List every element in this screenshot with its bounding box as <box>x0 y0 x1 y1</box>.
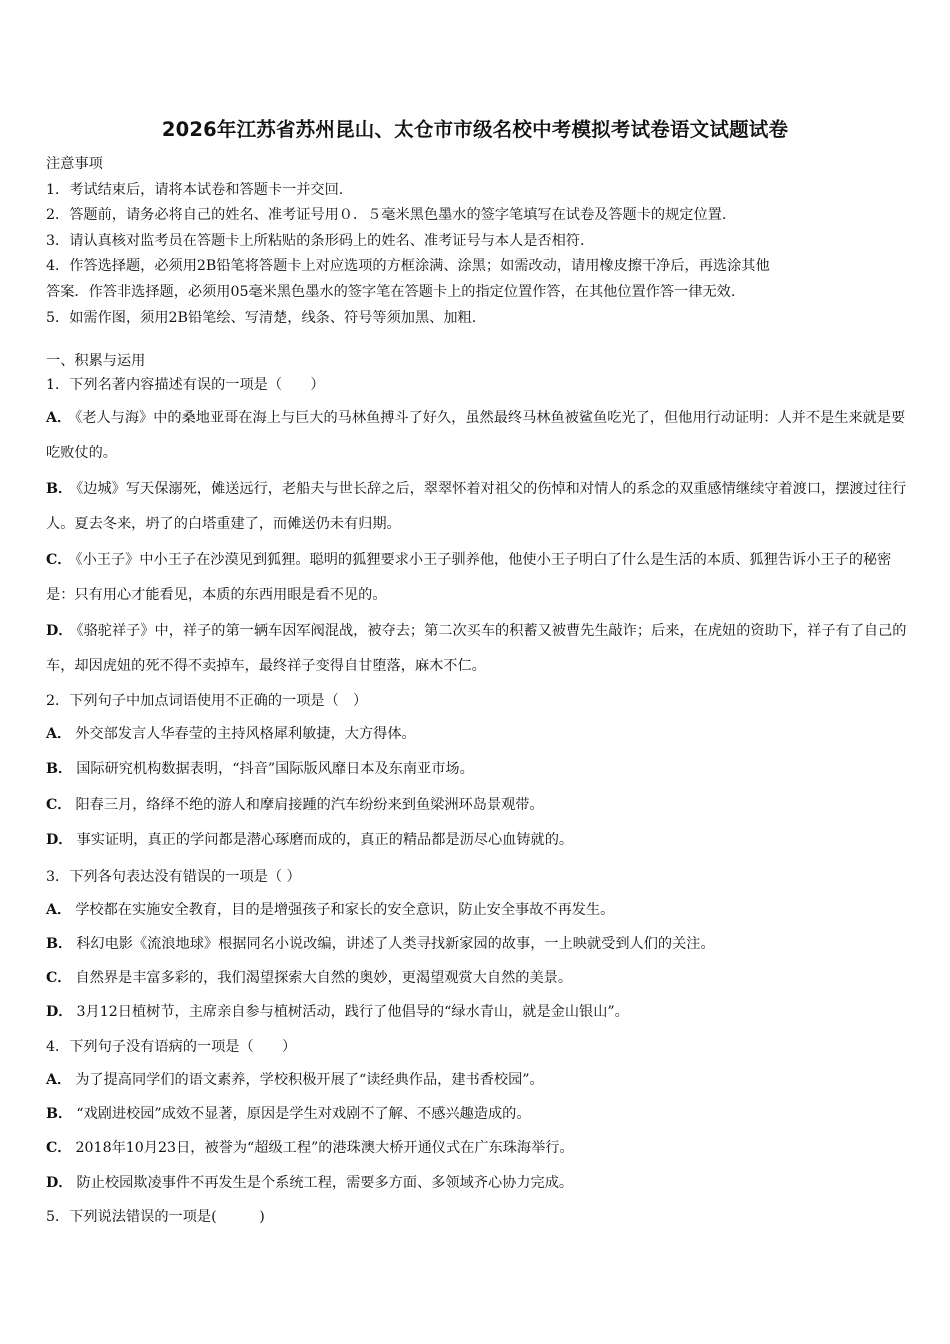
option <box>46 933 908 955</box>
option-label: B． <box>46 1106 73 1122</box>
option-label: A． <box>46 902 72 918</box>
option-text: 事实证明，真正的学问都是潜心琢磨而成的，真正的精品都是沥尽心血铸就的。 <box>76 832 574 848</box>
notice-item: 5．如需作图，须用2B铅笔绘、写清楚，线条、符号等须加黑、加粗. <box>46 309 477 326</box>
option <box>46 401 908 471</box>
option-text: 科幻电影《流浪地球》根据同名小说改编，讲述了人类寻找新家园的故事，一上映就受到人们的关注。 <box>76 936 715 952</box>
notice-item: 2．答题前，请务必将自己的姓名、准考证号用０．５毫米黑色墨水的签字笔填写在试卷及答题卡的规定位置. <box>46 207 727 224</box>
option-label: C． <box>46 797 72 813</box>
option-text: 学校都在实施安全教育，目的是增强孩子和家长的安全意识，防止安全事故不再发生。 <box>75 902 615 918</box>
option-text: 阳春三月，络绎不绝的游人和摩肩接踵的汽车纷纷来到鱼梁洲环岛景观带。 <box>75 797 544 813</box>
option-text: 国际研究机构数据表明，“抖音”国际版风靡日本及东南亚市场。 <box>76 761 474 777</box>
notice-block <box>46 152 916 331</box>
option-text: 《骆驼祥子》中，祥子的第一辆车因军阀混战，被夺去；第二次买车的积蓄又被曹先生敲诈；后来，在虎妞的资助下，祥子有了自己的车，却因虎妞的死不得不卖掉车，最终祥子变得自甘堕落，麻木不仁。 <box>46 623 907 674</box>
notice-item: 3．请认真核对监考员在答题卡上所粘贴的条形码上的姓名、准考证号与本人是否相符. <box>46 232 585 249</box>
option-label: D． <box>46 1175 73 1191</box>
option <box>46 899 908 921</box>
option <box>46 1069 908 1091</box>
question-stem: 2．下列句子中加点词语使用不正确的一项是（ ） <box>46 693 368 709</box>
option <box>46 758 908 780</box>
option <box>46 1103 908 1125</box>
option <box>46 1172 908 1194</box>
option-label: A． <box>46 726 72 742</box>
option-label: C． <box>46 970 72 986</box>
option-label: D． <box>46 623 73 639</box>
option <box>46 543 908 613</box>
option-label: D． <box>46 832 73 848</box>
option-label: B． <box>46 936 73 952</box>
option-text: 2018年10月23日，被誉为“超级工程”的港珠澳大桥开通仪式在广东珠海举行。 <box>75 1140 574 1156</box>
option <box>46 723 908 745</box>
option <box>46 794 908 816</box>
option-text: 3月12日植树节，主席亲自参与植树活动，践行了他倡导的“绿水青山，就是金山银山”。 <box>76 1004 629 1020</box>
option <box>46 472 908 542</box>
option-label: B． <box>46 761 73 777</box>
question-stem: 3．下列各句表达没有错误的一项是（ ） <box>46 869 301 885</box>
option-label: C． <box>46 552 72 568</box>
question-stem: 4．下列句子没有语病的一项是（ ） <box>46 1039 297 1055</box>
question-stem: 1．下列名著内容描述有误的一项是（ ） <box>46 377 325 393</box>
option <box>46 1137 908 1159</box>
option-text: 《小王子》中小王子在沙漠见到狐狸。聪明的狐狸要求小王子驯养他，他使小王子明白了什么是生活的本质、狐狸告诉小王子的秘密是：只有用心才能看见，本质的东西用眼是看不见的。 <box>46 552 892 603</box>
option <box>46 1001 908 1023</box>
option <box>46 614 908 684</box>
page-title: 2026年江苏省苏州昆山、太仓市市级名校中考模拟考试卷语文试题试卷 <box>161 118 789 141</box>
notice-item: 答案．作答非选择题，必须用05毫米黑色墨水的签字笔在答题卡上的指定位置作答，在其他位置作答一律无效. <box>46 283 736 300</box>
option-text: 外交部发言人华春莹的主持风格犀利敏捷，大方得体。 <box>75 726 416 742</box>
question-stem: 5．下列说法错误的一项是( ) <box>46 1209 265 1225</box>
option-label: B． <box>46 481 73 497</box>
option-text: 《老人与海》中的桑地亚哥在海上与巨大的马林鱼搏斗了好久，虽然最终马林鱼被鲨鱼吃光了，但他用行动证明：人并不是生来就是要吃败仗的。 <box>46 410 906 461</box>
option-label: A． <box>46 1072 72 1088</box>
notice-item: 4．作答选择题，必须用2B铅笔将答题卡上对应选项的方框涂满、涂黑；如需改动，请用橡皮擦干净后，再选涂其他 <box>46 258 770 275</box>
option-text: 《边城》写天保溺死，傩送远行，老船夫与世长辞之后，翠翠怀着对祖父的伤悼和对情人的系念的双重感情继续守着渡口，摆渡过往行人。夏去冬来，坍了的白塔重建了，而傩送仍未有归期。 <box>46 481 907 532</box>
notice-item: 1．考试结束后，请将本试卷和答题卡一并交回. <box>46 181 344 198</box>
section-heading: 一、积累与运用 <box>46 353 146 369</box>
option-text: 自然界是丰富多彩的，我们渴望探索大自然的奥妙，更渴望观赏大自然的美景。 <box>75 970 573 986</box>
option <box>46 829 908 851</box>
option-text: “戏剧进校园”成效不显著，原因是学生对戏剧不了解、不感兴趣造成的。 <box>76 1106 531 1122</box>
option-label: A． <box>46 410 72 426</box>
option-label: C． <box>46 1140 72 1156</box>
option-text: 为了提高同学们的语文素养，学校积极开展了“读经典作品，建书香校园”。 <box>75 1072 544 1088</box>
option-text: 防止校园欺凌事件不再发生是个系统工程，需要多方面、多领域齐心协力完成。 <box>76 1175 574 1191</box>
option <box>46 967 908 989</box>
notice-heading: 注意事项 <box>46 156 103 172</box>
option-label: D． <box>46 1004 73 1020</box>
